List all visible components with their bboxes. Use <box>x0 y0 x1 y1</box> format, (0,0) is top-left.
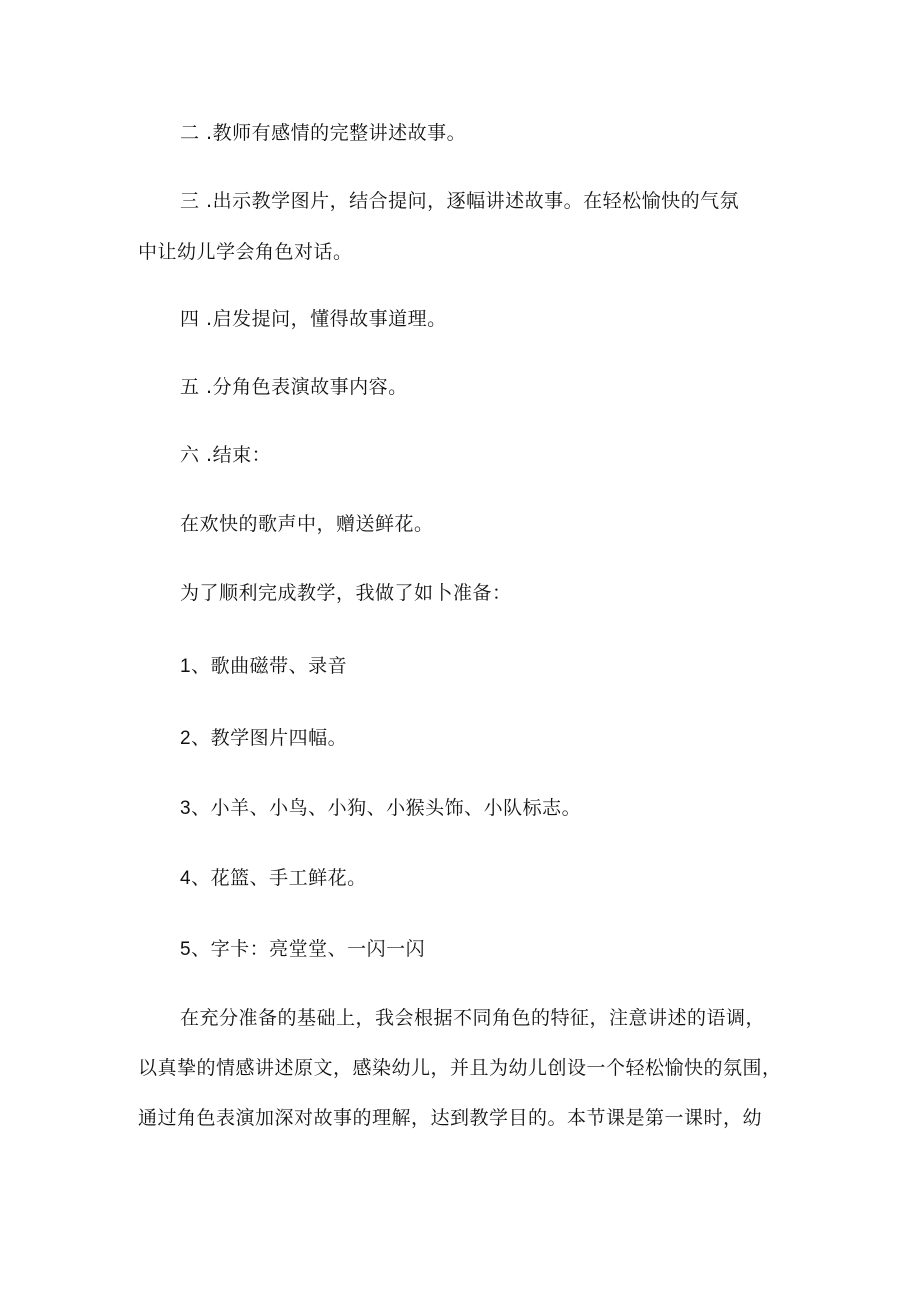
prep-item-number: 1 <box>180 656 192 677</box>
section-two-line: 二 .教师有感情的完整讲述故事。 <box>180 122 467 144</box>
section-five-line: 五 .分角色表演故事内容。 <box>180 376 408 398</box>
conclusion-line-2: 以真挚的情感讲述原文，感染幼儿，并且为幼儿创设一个轻松愉快的氛围， <box>138 1057 782 1079</box>
prep-item-text: 、教学图片四幅。 <box>191 727 348 749</box>
prep-item-1 <box>180 654 347 679</box>
prep-item-5 <box>180 937 425 962</box>
prep-item-2 <box>180 726 347 751</box>
section-three-continuation: 中让幼儿学会角色对话。 <box>138 241 353 263</box>
conclusion-line-1: 在充分准备的基础上，我会根据不同角色的特征，注意讲述的语调， <box>180 1007 766 1029</box>
prep-item-text: 、歌曲磁带、录音 <box>191 655 348 677</box>
preparation-intro-line: 为了顺利完成教学，我做了如卜准备： <box>180 582 512 604</box>
prep-item-text: 、花篮、手工鲜花。 <box>191 867 367 889</box>
section-four-line: 四 .启发提问，懂得故事道理。 <box>180 308 447 330</box>
section-six-line: 六 .结束： <box>180 444 272 466</box>
prep-item-text: 、字卡：亮堂堂、一闪一闪 <box>191 938 426 960</box>
section-three-line: 三 .出示教学图片，结合提问，逐幅讲述故事。在轻松愉快的气氛 <box>180 190 740 212</box>
prep-item-3 <box>180 796 581 821</box>
prep-item-number: 3 <box>180 798 192 819</box>
conclusion-line-3: 通过角色表演加深对故事的理解，达到教学目的。本节课是第一课时，幼 <box>138 1107 763 1129</box>
prep-item-number: 4 <box>180 868 192 889</box>
prep-item-text: 、小羊、小鸟、小狗、小猴头饰、小队标志。 <box>191 797 582 819</box>
prep-item-number: 5 <box>180 939 192 960</box>
closing-activity-line: 在欢快的歌声中，赠送鲜花。 <box>180 513 434 535</box>
prep-item-number: 2 <box>180 728 192 749</box>
prep-item-4 <box>180 866 367 891</box>
